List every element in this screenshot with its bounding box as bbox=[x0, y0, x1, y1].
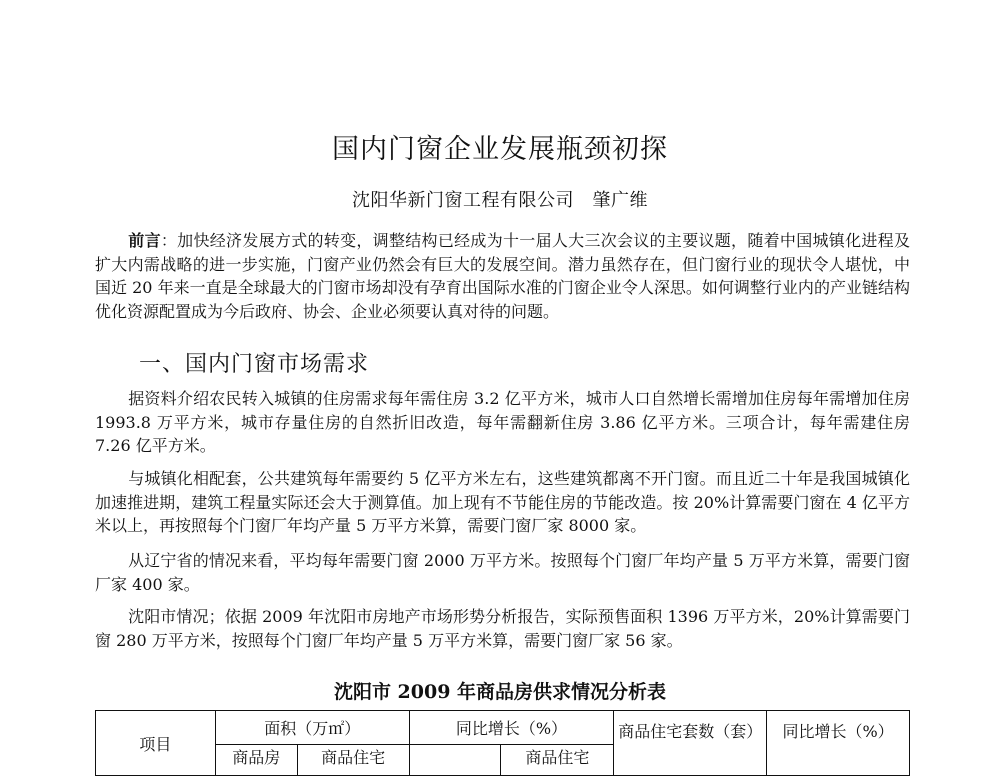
header-item: 项目 bbox=[96, 711, 216, 776]
paragraph-liaoning bbox=[95, 549, 910, 596]
author-line: 沈阳华新门窗工程有限公司 肇广维 bbox=[352, 190, 648, 211]
header-units-yoy: 同比增长（%） bbox=[767, 711, 910, 776]
paragraph-public-buildings bbox=[95, 467, 910, 538]
intro-paragraph bbox=[95, 229, 910, 323]
header-area: 面积（万㎡） bbox=[215, 711, 409, 745]
intro-label: 前言 bbox=[128, 231, 161, 250]
paragraph-shenyang bbox=[95, 605, 910, 652]
document-title: 国内门窗企业发展瓶颈初探 bbox=[332, 134, 668, 165]
subheader-commercial: 商品房 bbox=[215, 745, 297, 776]
subheader-residential: 商品住宅 bbox=[297, 745, 409, 776]
supply-demand-table bbox=[95, 710, 910, 776]
subheader-yoy-residential: 商品住宅 bbox=[501, 745, 614, 776]
header-yoy: 同比增长（%） bbox=[409, 711, 614, 745]
intro-text: ：加快经济发展方式的转变，调整结构已经成为十一届人大三次会议的主要议题，随着中国城镇化进程及扩大内需战略的进一步实施，门窗产业仍然会有巨大的发展空间。潜力虽然存在，但门窗行业的现状令人堪忧，中国近 20 年来一直是全球最大的门窗市场却没有孕育出国际水准的门窗企业令人深思。如何调整行业内的产业链结构优化资源配置成为今后政府、协会、企业必须要认真对待的问题。 bbox=[95, 231, 910, 321]
section-heading-market-demand: 一、国内门窗市场需求 bbox=[139, 352, 370, 377]
subheader-yoy-commercial bbox=[409, 745, 501, 776]
paragraph-housing-demand bbox=[95, 387, 910, 458]
paragraph-text: 与城镇化相配套，公共建筑每年需要约 5 亿平方米左右，这些建筑都离不开门窗。而且近二十年是我国城镇化加速推进期，建筑工程量实际还会大于测算值。加上现有不节能住房的节能改造。按 20%计算需要门窗在 4 亿平方米以上，再按照每个门窗厂年均产量 5 万平方米算，需要门窗厂家 8000 家。 bbox=[95, 469, 910, 535]
table-header-row bbox=[96, 711, 910, 745]
header-units: 商品住宅套数（套） bbox=[614, 711, 767, 776]
paragraph-text: 沈阳市情况；依据 2009 年沈阳市房地产市场形势分析报告，实际预售面积 1396 万平方米，20%计算需要门窗 280 万平方米，按照每个门窗厂年均产量 5 万平方米算，需要门窗厂家 56 家。 bbox=[95, 607, 910, 650]
table-title: 沈阳市 2009 年商品房供求情况分析表 bbox=[333, 681, 667, 703]
paragraph-text: 据资料介绍农民转入城镇的住房需求每年需住房 3.2 亿平方米，城市人口自然增长需增加住房每年需增加住房 1993.8 万平方米，城市存量住房的自然折旧改造，每年需翻新住房 3.86 亿平方米。三项合计，每年需建住房 7.26 亿平方米。 bbox=[95, 389, 910, 455]
paragraph-text: 从辽宁省的情况来看，平均每年需要门窗 2000 万平方米。按照每个门窗厂年均产量 5 万平方米算，需要门窗厂家 400 家。 bbox=[95, 551, 910, 594]
